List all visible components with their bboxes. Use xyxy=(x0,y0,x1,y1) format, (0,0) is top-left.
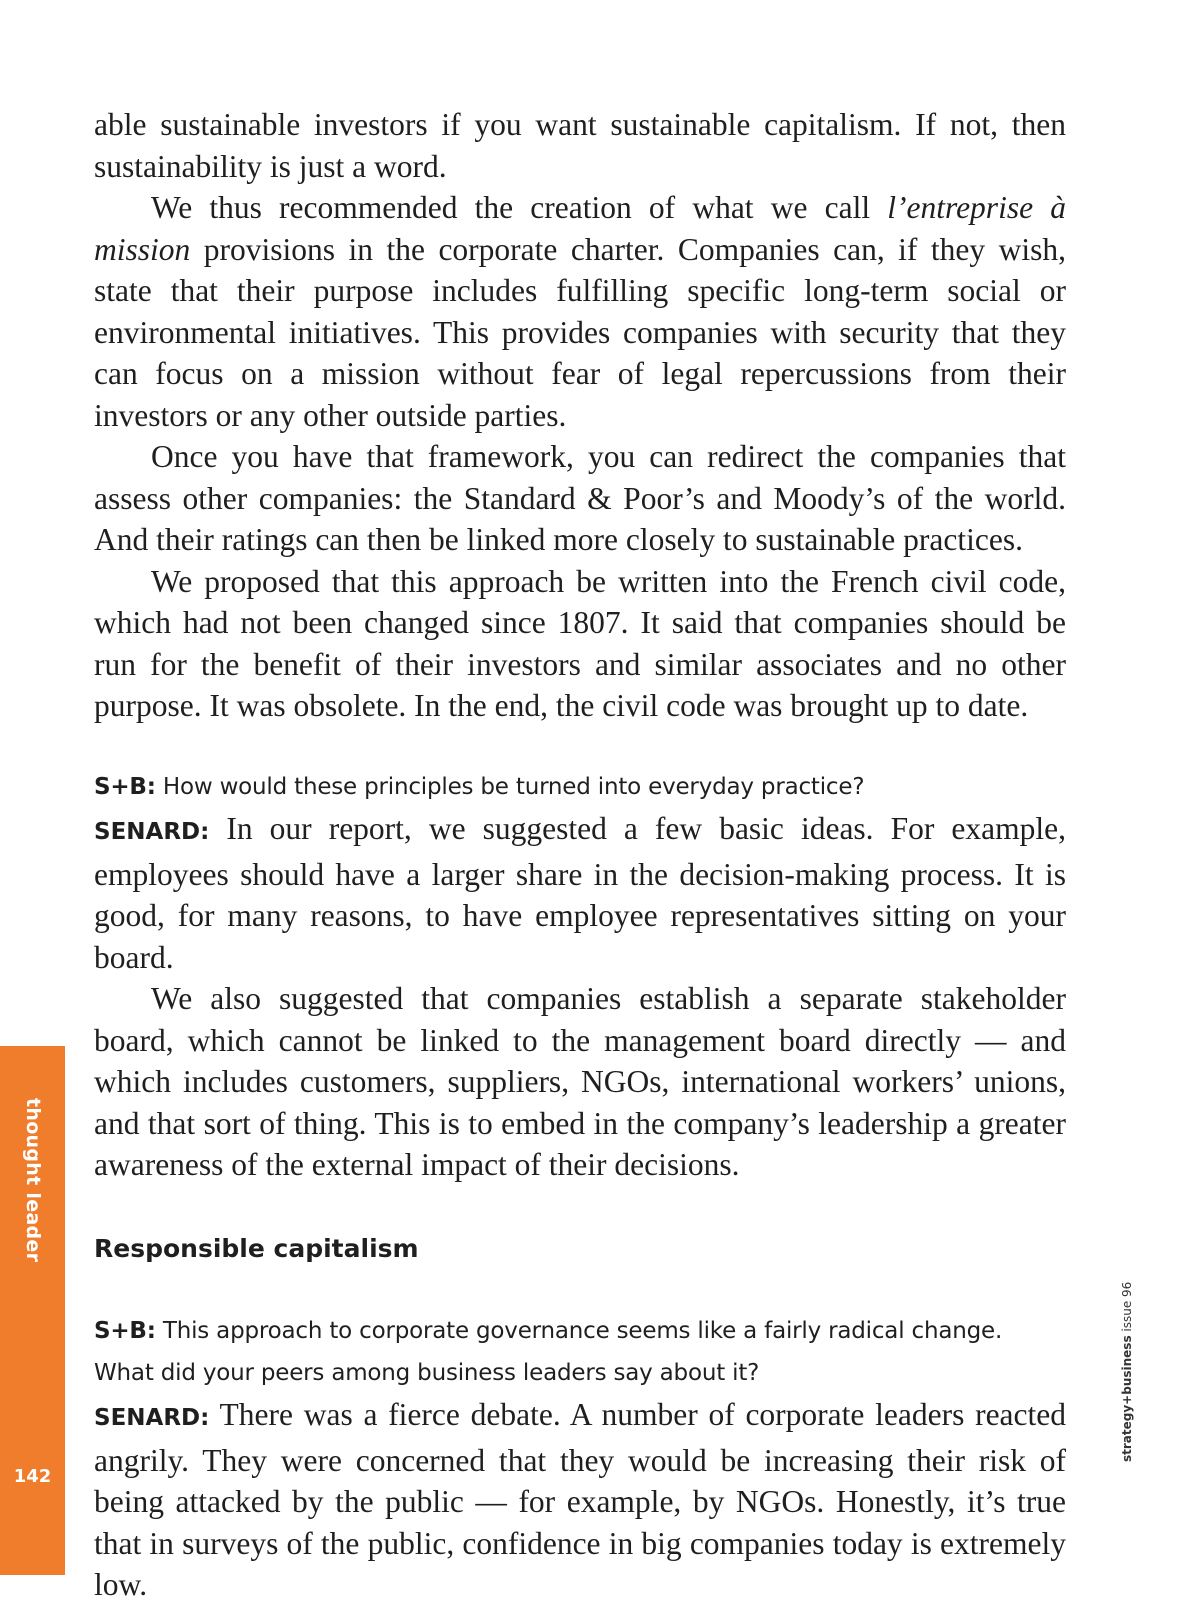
answer-text: In our report, we suggested a few basic ideas. For example, employees should have a larger share in the decision-making process. It is good, for many reasons, to have employee representatives sitting on your board. xyxy=(94,811,1066,975)
paragraph: able sustainable investors if you want sustainable capitalism. If not, then sustainability is just a word. xyxy=(94,107,1066,184)
interview-question xyxy=(94,767,1066,809)
interview-answer: We also suggested that companies establish a separate stakeholder board, which cannot be linked to the management board directly — and which includes customers, suppliers, NGOs, international workers’ unions, and that sort of thing. This is to embed in the company’s leadership a greater awareness of the external impact of their decisions. xyxy=(94,981,1066,1182)
question-text: How would these principles be turned into everyday practice? xyxy=(155,773,865,800)
speaker-tag: SENARD: xyxy=(94,819,210,845)
article-body xyxy=(94,104,1066,1606)
section-heading: Responsible capitalism xyxy=(94,1233,419,1263)
interview-answer xyxy=(94,1394,1066,1606)
publication-name: strategy+business xyxy=(1120,1335,1134,1462)
italic-term: l’entreprise à mission xyxy=(94,190,1066,267)
interview-question xyxy=(94,1311,1066,1394)
paragraph-text: provisions in the corporate charter. Companies can, if they wish, state that their purpose includes fulfilling specific long-term social or environmental initiatives. This provides companies with security that they can focus on a mission without fear of legal repercussions from their investors or any other outside parties. xyxy=(94,231,1066,433)
running-footer xyxy=(1120,1282,1134,1462)
interviewer-tag: S+B: xyxy=(94,1318,156,1344)
interviewer-tag: S+B: xyxy=(94,773,156,800)
issue-number: issue 96 xyxy=(1120,1281,1134,1336)
answer-text: There was a fierce debate. A number of corporate leaders reacted angrily. They were concerned that they would be increasing their risk of being attacked by the public — for example, by NGOs. Honestly, it’s true that in surveys of the public, confidence in big companies today is extremely low. xyxy=(94,1397,1066,1602)
qa-block xyxy=(94,767,1066,1186)
page-number: 142 xyxy=(13,1466,52,1487)
paragraph: We proposed that this approach be written into the French civil code, which had not been changed since 1807. It said that companies should be run for the benefit of their investors and similar associates and no other purpose. It was obsolete. In the end, the civil code was brought up to date. xyxy=(94,563,1066,723)
paragraph: Once you have that framework, you can redirect the companies that assess other companies: the Standard & Poor’s and Moody’s of the world. And their ratings can then be linked more closely to sustainable practices. xyxy=(94,439,1066,557)
section-label: thought leader xyxy=(22,1098,44,1263)
paragraph-text: We thus recommended the creation of what we call xyxy=(151,190,888,225)
question-text: This approach to corporate governance seems like a fairly radical change. What did your peers among business leaders say about it? xyxy=(94,1318,1003,1386)
paragraph xyxy=(94,187,1066,436)
speaker-tag: SENARD: xyxy=(94,1405,210,1431)
qa-block xyxy=(94,1311,1066,1606)
interview-answer xyxy=(94,808,1066,978)
